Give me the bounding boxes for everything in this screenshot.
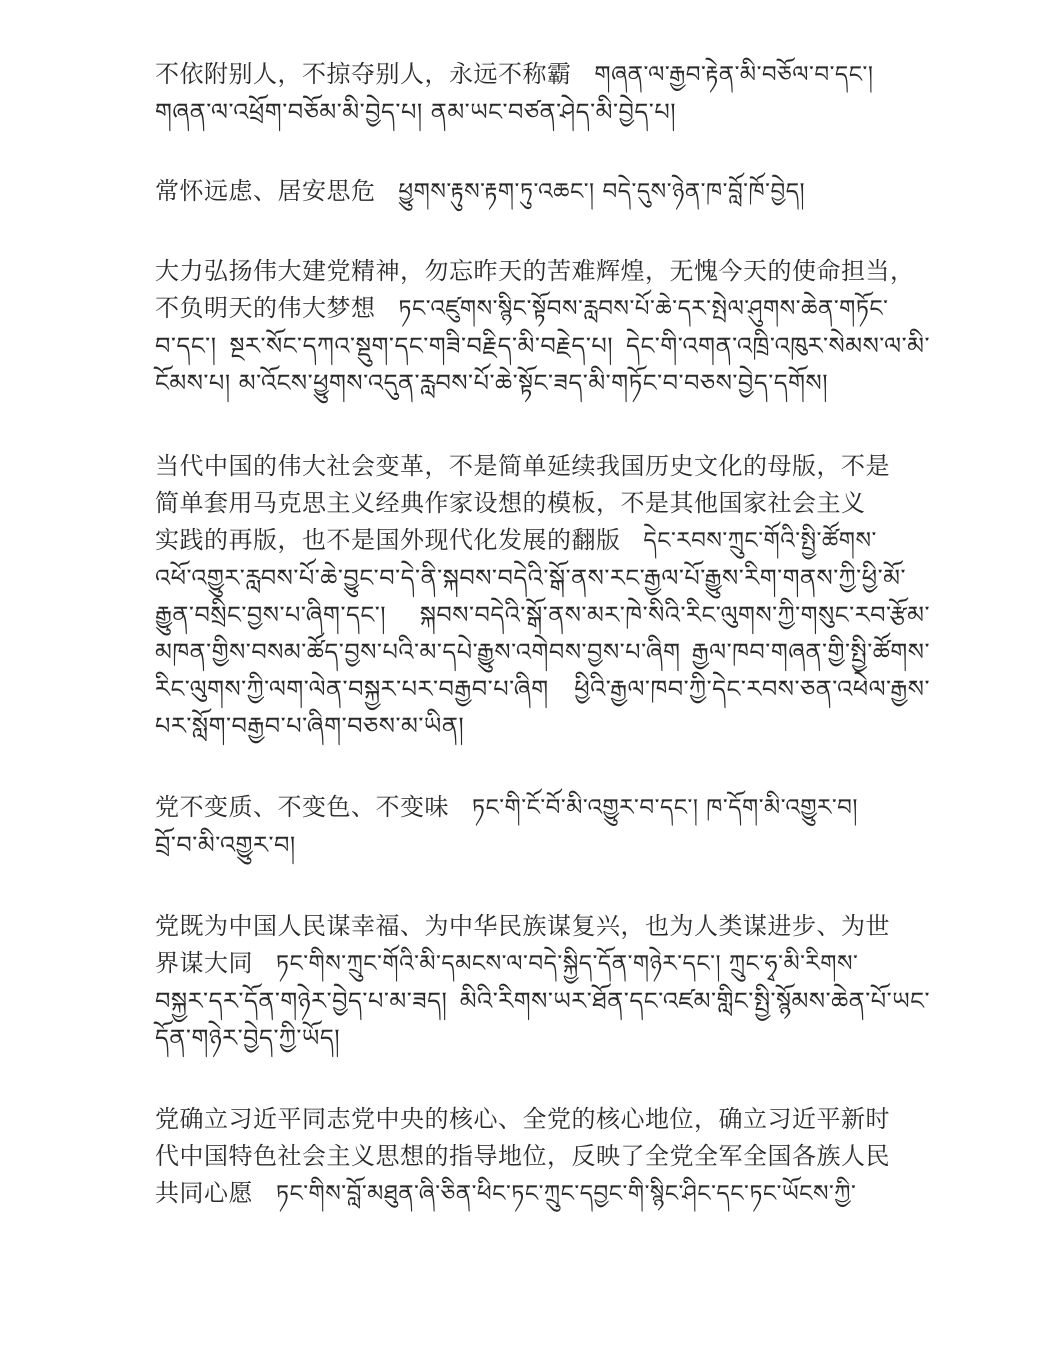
glossary-entry bbox=[155, 173, 930, 211]
chinese-term-line: 当代中国的伟大社会变革，不是简单延续我国历史文化的母版，不是 bbox=[155, 452, 890, 480]
tibetan-translation: ཏང་འཛུགས་སྙིང་སྟོབས་རླབས་པོ་ཆེ་དར་སྤེལ་ཤུགས་ཆེན་གཏོང་ bbox=[398, 296, 889, 322]
chinese-term-line: 实践的再版，也不是国外现代化发展的翻版 bbox=[155, 526, 621, 554]
chinese-term-line: 党确立习近平同志党中央的核心、全党的核心地位，确立习近平新时 bbox=[155, 1105, 890, 1133]
glossary-entry bbox=[155, 789, 930, 864]
chinese-term-line: 不负明天的伟大梦想 bbox=[155, 294, 376, 322]
chinese-term-line: 共同心愿 bbox=[155, 1179, 253, 1207]
tibetan-translation-continued: གཞན་ལ་འཕྲོག་བཅོམ་མི་བྱེད་པ། ནམ་ཡང་བཙན་ཤེད་མི་བྱེད་པ། bbox=[155, 98, 677, 126]
tibetan-translation-continued: འཕོ་འགྱུར་རླབས་པོ་ཆེ་བྱུང་བ་དེ་ནི་སྐབས་བདེའི་སྒོ་ནས་རང་རྒྱལ་པོ་རྒྱུས་རིག་གནས་ཀྱི་ཕྱི་མོ་རྒྱུན་བསྲིང་བྱས་པ་ཞིག་དང་། སྐབས་བདེའི་སྒོ་ནས་མར་ཁེ་སིའི་རིང་ལུགས་ཀྱི་གསུང་རབ་རྩོམ་མཁན་གྱིས་བསམ་ཚོད་བྱས་པའི་མ་དཔེ་རྒྱུས་འགེབས་བྱས་པ་ཞིག རྒྱལ་ཁབ་གཞན་གྱི་སྤྱི་ཚོགས་རིང་ལུགས་ཀྱི་ལག་ལེན་བསྐྱར་པར་བརྒྱབ་པ་ཞིག ཕྱིའི་རྒྱལ་ཁབ་ཀྱི་དེང་རབས་ཅན་འཕེལ་རྒྱས་པར་སློག་བརྒྱབ་པ་ཞིག་བཅས་མ་ཡིན། bbox=[155, 564, 930, 740]
chinese-term-line: 代中国特色社会主义思想的指导地位，反映了全党全军全国各族人民 bbox=[155, 1142, 890, 1170]
chinese-term: 常怀远虑、居安思危 bbox=[155, 177, 376, 205]
tibetan-translation: གཞན་ལ་རྒྱབ་རྟེན་མི་བཅོལ་བ་དང་། bbox=[594, 62, 874, 88]
tibetan-translation: ཕྱུགས་རྟུས་རྟག་ཏུ་འཆང་། བདེ་དུས་ཉེན་ཁ་བློ་ཁོ་བྱེད། bbox=[398, 179, 806, 205]
tibetan-translation: ཏང་གི་ངོ་བོ་མི་འགྱུར་བ་དང་། ཁ་དོག་མི་འགྱུར་བ། bbox=[471, 795, 859, 821]
tibetan-translation-continued: བྲོ་བ་མི་འགྱུར་བ། bbox=[155, 831, 296, 859]
glossary-entry bbox=[155, 253, 930, 402]
tibetan-translation: དེང་རབས་ཀྲུང་གོའི་སྤྱི་ཚོགས་ bbox=[643, 528, 877, 554]
chinese-term-line: 简单套用马克思主义经典作家设想的模板，不是其他国家社会主义 bbox=[155, 489, 866, 517]
chinese-term-line: 界谋大同 bbox=[155, 949, 253, 977]
tibetan-translation-continued: བསྐྱར་དར་དོན་གཉེར་བྱེད་པ་མ་ཟད། མིའི་རིགས་ཡར་ཐོན་དང་འཛམ་གླིང་སྤྱི་སྙོམས་ཆེན་པོ་ཡང་དོན་གཉེར་བྱེད་ཀྱི་ཡོད། bbox=[155, 987, 930, 1052]
tibetan-translation-continued: བ་དང་། སྔར་སོང་དཀའ་སྡུག་དང་གཟི་བརྗིད་མི་བརྗེད་པ། དེང་གི་འགན་འཁྲི་འཁུར་སེམས་ལ་མི་ངོམས་པ། མ་འོངས་ཕྱུགས་འདུན་རླབས་པོ་ཆེ་སྟོང་ཟད་མི་གཏོང་བ་བཅས་བྱེད་དགོས། bbox=[155, 332, 930, 397]
chinese-term: 不依附别人，不掠夺别人，永远不称霸 bbox=[155, 60, 572, 88]
chinese-term-line: 大力弘扬伟大建党精神，勿忘昨天的苦难辉煌，无愧今天的使命担当， bbox=[155, 257, 915, 285]
glossary-entry bbox=[155, 908, 930, 1057]
chinese-term-line: 党既为中国人民谋幸福、为中华民族谋复兴，也为人类谋进步、为世 bbox=[155, 912, 890, 940]
glossary-entry bbox=[155, 448, 930, 745]
chinese-term: 党不变质、不变色、不变味 bbox=[155, 793, 449, 821]
glossary-entry bbox=[155, 1101, 930, 1213]
glossary-page bbox=[155, 56, 930, 1251]
tibetan-translation: ཏང་གིས་བློ་མཐུན་ཞི་ཅིན་ཕིང་ཏང་ཀྲུང་དབྱང་གི་སྙིང་ཤིང་དང་ཏང་ཡོངས་ཀྱི་ bbox=[275, 1181, 857, 1207]
tibetan-translation: ཏང་གིས་ཀྲུང་གོའི་མི་དམངས་ལ་བདེ་སྐྱིད་དོན་གཉེར་དང་། ཀྲུང་ཧྭ་མི་རིགས་ bbox=[275, 951, 859, 977]
glossary-entry bbox=[155, 56, 930, 131]
